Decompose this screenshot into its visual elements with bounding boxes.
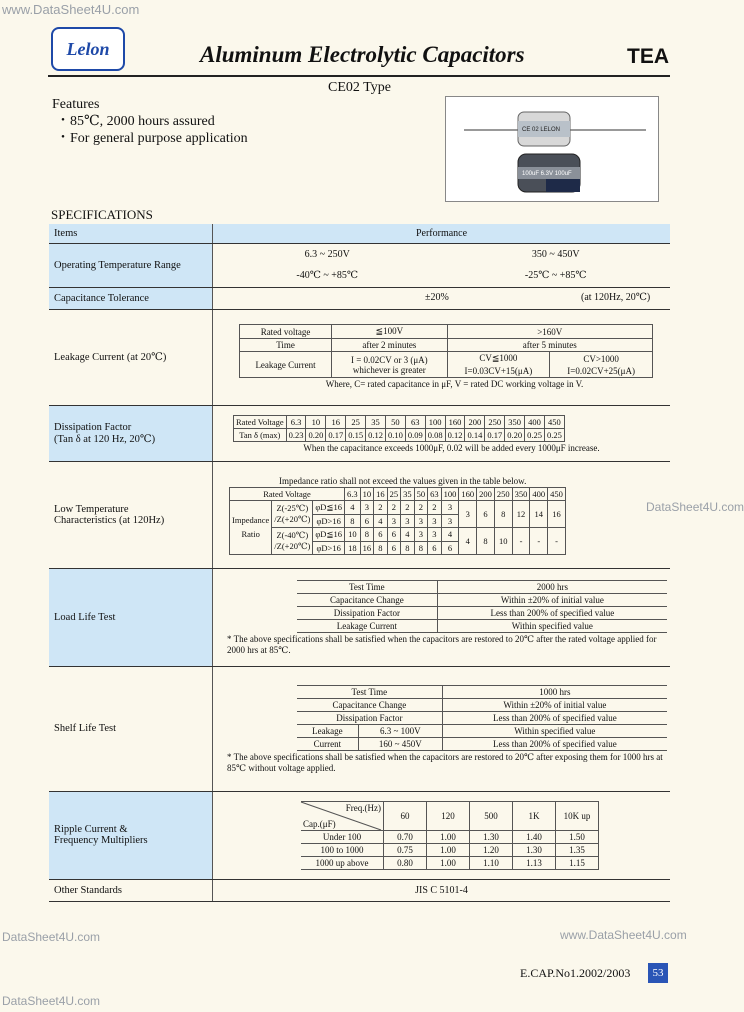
ll-lcv: Within specified value [437,619,667,632]
rip-freq-cell: 120 [427,801,470,830]
lt-voltage: 6.3 [345,487,361,500]
cap1-label: CE 02 LELON [522,127,561,133]
lt-ratio-cell: 3 [441,514,459,527]
df-value: 0.08 [425,429,445,442]
lt-d2: φD>16 [313,514,345,527]
rip-value: 1.20 [470,843,513,856]
specifications-table [49,224,670,902]
lt-hv-cell: 10 [494,527,512,554]
lt-ratio-cell: 2 [401,500,415,514]
lc-f1b: whichever is greater [352,364,426,375]
table-row [301,856,599,869]
df-note: When the capacitance exceeds 1000μF, 0.02 will be added every 1000μF increase. [303,443,600,453]
df-voltage: 63 [405,416,425,429]
lt-ratio-cell: 6 [428,541,442,554]
rip-freq-cell: 10K up [556,801,599,830]
lt-ratio-cell: 6 [360,514,374,527]
lt-voltage: 250 [494,487,512,500]
df-voltage: 100 [425,416,445,429]
lt-ratio-cell: 10 [345,527,361,541]
lt-d1: φD≦16 [313,500,345,514]
lt-voltage: 35 [401,487,415,500]
lt-label2: Characteristics (at 120Hz) [54,514,165,526]
lt-ratio-cell: 6 [441,541,459,554]
lc-le100: ≦100V [332,325,447,339]
lt-voltage: 200 [477,487,495,500]
rip-value: 1.50 [556,830,599,843]
lc-f1: I = 0.02CV or 3 (μA) [350,354,428,365]
lt-ratio-cell: 6 [387,527,401,541]
cap-tol-cond: (at 120Hz, 20℃) [581,291,651,303]
watermark-bottom-left: DataSheet4U.com [2,930,101,944]
features-heading: Features [52,97,100,112]
sl-tt: Test Time [297,685,442,698]
lt-ratio-cell: 4 [345,500,361,514]
lt-hv-cell: 16 [548,500,566,527]
lt-ratio-cell: 3 [428,514,442,527]
cap-tol-label: Capacitance Tolerance [49,287,213,309]
sl-dfv: Less than 200% of specified value [442,711,667,724]
lt-hv-cell: - [530,527,548,554]
op-temp-range-low: 6.3 ~ 250V [304,249,350,260]
df-voltage: 35 [366,416,386,429]
lt-ratio-cell: 6 [374,527,388,541]
lt-ratio-cell: 4 [401,527,415,541]
lc-rated: Rated voltage [240,325,332,339]
feature-item: ・For general purpose application [56,131,248,146]
lt-voltage: 450 [548,487,566,500]
df-voltage: 10 [306,416,326,429]
sl-v2v: Less than 200% of specified value [442,737,667,750]
rip-value: 1.00 [427,830,470,843]
lt-hv-cell: 3 [459,500,477,527]
sl-cur: Current [297,737,358,750]
sl-lk: Leakage [297,724,358,737]
lt-ratio-cell: 18 [345,541,361,554]
lt-voltage: 25 [387,487,401,500]
ripple-table [301,801,599,870]
lc-after2: after 2 minutes [332,339,447,352]
lt-ratio-cell: 2 [387,500,401,514]
capacitor-image [446,97,658,201]
col-performance: Performance [213,224,671,243]
df-value: 0.17 [485,429,505,442]
lt-ratio-cell: 8 [345,514,361,527]
sl-v1: 6.3 ~ 100V [358,724,442,737]
df-voltage: 350 [505,416,525,429]
lt-ratio-cell: 3 [414,527,428,541]
lt-hv-cell: 4 [459,527,477,554]
lt-voltage: 10 [360,487,374,500]
df-tan: Tan δ (max) [234,429,287,442]
rip-value: 1.30 [470,830,513,843]
lt-voltage: 16 [374,487,388,500]
catalog-number: E.CAP.No1.2002/2003 [520,966,631,980]
lelon-logo: Lelon [51,27,125,71]
lt-ratio-cell: 16 [360,541,374,554]
rip-value: 1.40 [513,830,556,843]
lc-f3: I=0.02CV+25(μA) [550,365,653,378]
df-value: 0.20 [306,429,326,442]
sl-v2: 160 ~ 450V [358,737,442,750]
page-title: Aluminum Electrolytic Capacitors [200,42,525,67]
shelf-label: Shelf Life Test [49,666,213,791]
lt-ratio-cell: 2 [414,500,428,514]
df-voltage: 16 [326,416,346,429]
lt-ratio-cell: 2 [428,500,442,514]
rip-cap: Cap.(μF) [303,818,336,829]
df-voltage: 160 [445,416,465,429]
lc-cv2: CV>1000 [550,352,653,366]
series-code: TEA [627,45,669,68]
rip-value: 1.00 [427,856,470,869]
df-value: 0.20 [505,429,525,442]
rip-cap-cell: 100 to 1000 [301,843,384,856]
df-value: 0.09 [405,429,425,442]
df-value: 0.25 [525,429,545,442]
lc-f2: I=0.03CV+15(μA) [447,365,550,378]
df-label1: Dissipation Factor [54,421,132,433]
op-temp-value-low: -40℃ ~ +85℃ [296,270,359,281]
df-label2: (Tan δ at 120 Hz, 20℃) [54,433,156,445]
lt-ratio-cell: 8 [360,527,374,541]
lt-ratio-cell: 6 [387,541,401,554]
lt-ratio-cell: 4 [441,527,459,541]
lt-ratio: Ratio [241,529,260,539]
sl-ttv: 1000 hrs [442,685,667,698]
df-value: 0.15 [346,429,366,442]
df-voltage: 25 [346,416,366,429]
df-voltage: 400 [525,416,545,429]
lt-z1: Z(-25℃) [276,502,309,513]
lt-voltage: 160 [459,487,477,500]
df-voltage: 450 [544,416,564,429]
op-temp-value-high: -25℃ ~ +85℃ [524,270,587,281]
rip-freq-cell: 500 [470,801,513,830]
df-value: 0.14 [465,429,485,442]
ll-dfv: Less than 200% of specified value [437,606,667,619]
df-value: 0.12 [366,429,386,442]
rip-value: 1.35 [556,843,599,856]
table-row [301,843,599,856]
lc-time: Time [240,339,332,352]
rip-cap-cell: Under 100 [301,830,384,843]
lt-z4: /Z(+20℃) [274,540,311,551]
rip-value: 0.80 [384,856,427,869]
cap2-label: 100uF 6.3V 100uF [522,171,572,177]
df-voltage: 250 [485,416,505,429]
lc-lc: Leakage Current [240,352,332,378]
ll-ttv: 2000 hrs [437,580,667,593]
sl-cc: Capacitance Change [297,698,442,711]
lt-voltage: 50 [414,487,428,500]
lc-gt160: >160V [447,325,652,339]
lt-hv-cell: 6 [477,500,495,527]
lt-hv-cell: - [548,527,566,554]
lc-after5: after 5 minutes [447,339,652,352]
rip-freq: Freq.(Hz) [345,802,381,813]
df-table [233,415,565,442]
lt-imp: Impedance [232,515,270,525]
rip-value: 1.13 [513,856,556,869]
features [52,96,248,147]
rip-value: 0.75 [384,843,427,856]
page-number: 53 [648,963,668,983]
header-rule [48,75,670,77]
sl-v1v: Within specified value [442,724,667,737]
lt-table [229,487,566,555]
lc-note: Where, C= rated capacitance in μF, V = rated DC working voltage in V. [325,379,584,389]
watermark-mid-right: DataSheet4U.com [646,500,744,514]
ll-tt: Test Time [297,580,437,593]
ripple-label1: Ripple Current & [54,824,128,835]
lt-voltage: 400 [530,487,548,500]
rip-value: 1.30 [513,843,556,856]
lt-hv-cell: - [512,527,530,554]
table-row [301,830,599,843]
lt-d1b: φD≦16 [313,527,345,541]
lt-hv-cell: 12 [512,500,530,527]
lt-voltage: 350 [512,487,530,500]
lt-d2b: φD>16 [313,541,345,554]
rip-value: 1.10 [470,856,513,869]
sl-ccv: Within ±20% of initial value [442,698,667,711]
other-value: JIS C 5101-4 [213,879,671,901]
load-life-label: Load Life Test [49,568,213,666]
df-value: 0.17 [326,429,346,442]
df-voltage: 50 [385,416,405,429]
ll-note: * The above specifications shall be satisfied when the capacitors are restored to 20℃ after the rated voltage applied for 2000 hrs at 85℃. [227,633,657,655]
specifications-heading: SPECIFICATIONS [51,207,153,222]
df-value: 0.12 [445,429,465,442]
rip-cap-cell: 1000 up above [301,856,384,869]
lt-ratio-cell: 8 [414,541,428,554]
subtype: CE02 Type [328,80,391,95]
lt-ratio-cell: 3 [360,500,374,514]
rip-value: 1.15 [556,856,599,869]
df-value: 0.25 [544,429,564,442]
watermark-top: www.DataSheet4U.com [2,2,140,17]
lt-ratio-cell: 3 [414,514,428,527]
lt-ratio-cell: 8 [401,541,415,554]
other-label: Other Standards [49,879,213,901]
df-voltage: 6.3 [286,416,306,429]
rip-freq-cell: 60 [384,801,427,830]
lc-cv1: CV≦1000 [447,352,550,366]
op-temp-range-high: 350 ~ 450V [531,249,580,260]
col-items: Items [49,224,213,243]
lt-hv-cell: 8 [477,527,495,554]
lt-label1: Low Temperature [54,503,129,515]
cap-tol-value: ±20% [425,291,449,303]
lt-z3: Z(-40℃) [276,529,309,540]
df-value: 0.23 [286,429,306,442]
lt-voltage: 100 [441,487,459,500]
lt-ratio-cell: 4 [374,514,388,527]
lt-voltage: 63 [428,487,442,500]
ripple-label2: Frequency Multipliers [54,835,148,846]
df-voltage: 200 [465,416,485,429]
feature-item: ・85℃, 2000 hours assured [56,114,215,129]
lt-ratio-cell: 8 [374,541,388,554]
rip-freq-cell: 1K [513,801,556,830]
ll-cc: Capacitance Change [297,593,437,606]
lt-hv-cell: 14 [530,500,548,527]
lt-ratio-cell: 3 [428,527,442,541]
ll-ccv: Within ±20% of initial value [437,593,667,606]
df-value: 0.10 [385,429,405,442]
lt-ratio-cell: 3 [387,514,401,527]
ll-lc: Leakage Current [297,619,437,632]
rip-value: 1.00 [427,843,470,856]
lt-hv-cell: 8 [494,500,512,527]
lt-note: Impedance ratio shall not exceed the values given in the table below. [279,475,527,486]
rip-value: 0.70 [384,830,427,843]
lt-z2: /Z(+20℃) [274,513,311,524]
lt-ratio-cell: 3 [401,514,415,527]
product-photo [445,96,659,202]
op-temp-label: Operating Temperature Range [49,243,213,287]
ll-df: Dissipation Factor [297,606,437,619]
lt-ratio-cell: 3 [441,500,459,514]
watermark-bottom-right: www.DataSheet4U.com [560,928,687,942]
sl-note: * The above specifications shall be satisfied when the capacitors are restored to 20℃ after exposing them for 1000 hrs at 85℃ without voltage applied. [227,751,663,773]
lt-ratio-cell: 2 [374,500,388,514]
lt-rv: Rated Voltage [230,487,345,500]
watermark-footer: DataSheet4U.com [2,994,101,1008]
leakage-label: Leakage Current (at 20℃) [49,309,213,405]
sl-df: Dissipation Factor [297,711,442,724]
df-rv: Rated Voltage [234,416,287,429]
